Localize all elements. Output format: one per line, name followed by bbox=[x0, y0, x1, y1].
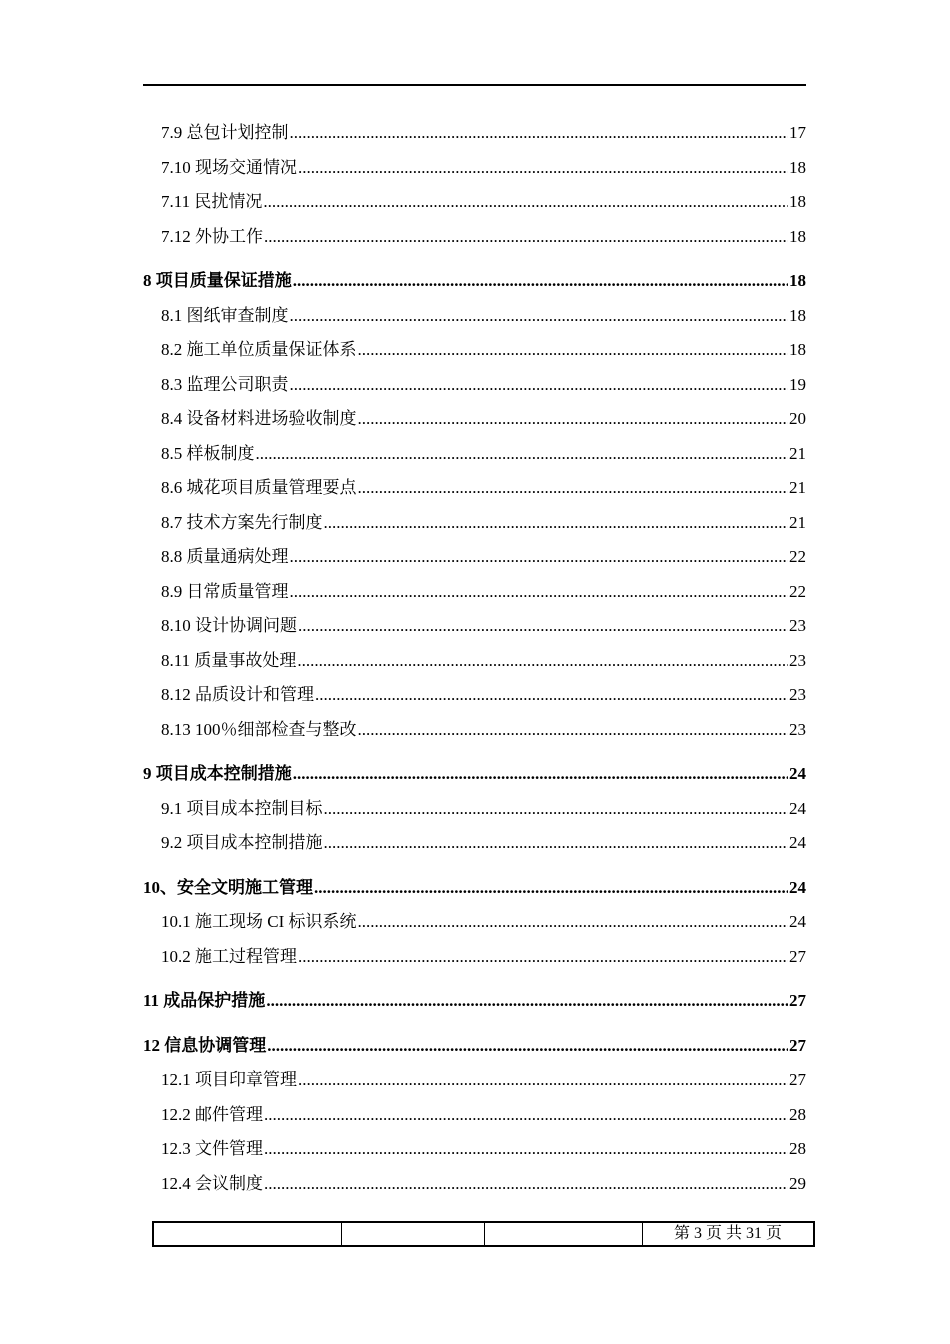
footer-table bbox=[152, 1221, 815, 1247]
toc-dot-leader bbox=[264, 1132, 788, 1167]
toc-dot-leader bbox=[298, 151, 788, 186]
toc-entry-label: 12.2 邮件管理 bbox=[161, 1104, 263, 1124]
toc-dot-leader bbox=[293, 757, 788, 792]
toc-section-entry[interactable] bbox=[143, 871, 806, 906]
toc-section-entry[interactable] bbox=[143, 984, 806, 1019]
toc-subsection-entry[interactable] bbox=[143, 402, 806, 437]
toc-entry-page: 20 bbox=[789, 409, 806, 428]
toc-dot-leader bbox=[358, 402, 789, 437]
toc-dot-leader bbox=[290, 299, 789, 334]
toc-entry-page: 17 bbox=[789, 123, 806, 142]
toc-dot-leader bbox=[297, 644, 788, 679]
toc-subsection-entry[interactable] bbox=[143, 151, 806, 186]
toc-entry-label: 11 成品保护措施 bbox=[143, 991, 266, 1010]
toc-entry-page: 24 bbox=[789, 798, 806, 818]
toc-entry-page: 29 bbox=[789, 1173, 806, 1193]
toc-dot-leader bbox=[298, 609, 788, 644]
toc-entry-page: 24 bbox=[789, 833, 806, 852]
toc-subsection-entry[interactable] bbox=[143, 575, 806, 610]
toc-entry-label: 10.1 施工现场 CI 标识系统 bbox=[161, 912, 357, 931]
toc-entry-label: 9 项目成本控制措施 bbox=[143, 764, 292, 783]
toc-entry-label: 12.4 会议制度 bbox=[161, 1173, 263, 1193]
toc-dot-leader bbox=[267, 1029, 788, 1064]
toc-subsection-entry[interactable] bbox=[143, 1167, 806, 1202]
toc-dot-leader bbox=[324, 792, 789, 827]
toc-subsection-entry[interactable] bbox=[143, 792, 806, 827]
toc-dot-leader bbox=[290, 575, 789, 610]
toc-section-entry[interactable] bbox=[143, 757, 806, 792]
toc-subsection-entry[interactable] bbox=[143, 471, 806, 506]
toc-dot-leader bbox=[358, 905, 789, 940]
toc-dot-leader bbox=[290, 368, 789, 403]
toc-entry-label: 8.10 设计协调问题 bbox=[161, 616, 297, 635]
toc-entry-label: 8.1 图纸审查制度 bbox=[161, 305, 289, 325]
toc-entry-label: 12 信息协调管理 bbox=[143, 1035, 267, 1055]
toc-subsection-entry[interactable] bbox=[143, 540, 806, 575]
toc-dot-leader bbox=[358, 713, 789, 748]
toc-entry-page: 21 bbox=[789, 512, 806, 532]
toc-dot-leader bbox=[264, 1167, 788, 1202]
toc-subsection-entry[interactable] bbox=[143, 333, 806, 368]
toc-subsection-entry[interactable] bbox=[143, 644, 806, 679]
toc-entry-page: 23 bbox=[789, 650, 806, 670]
toc-entry-page: 27 bbox=[789, 1070, 806, 1089]
toc-dot-leader bbox=[293, 264, 788, 299]
toc-subsection-entry[interactable] bbox=[143, 1098, 806, 1133]
toc-entry-page: 18 bbox=[789, 271, 806, 290]
toc-entry-label: 8.6 城花项目质量管理要点 bbox=[161, 478, 357, 497]
toc-subsection-entry[interactable] bbox=[143, 826, 806, 861]
toc-dot-leader bbox=[315, 678, 788, 713]
toc-entry-page: 21 bbox=[789, 443, 806, 463]
toc-section-entry[interactable] bbox=[143, 264, 806, 299]
toc-entry-page: 24 bbox=[789, 877, 806, 897]
toc-entry-label: 12.1 项目印章管理 bbox=[161, 1070, 297, 1089]
toc-subsection-entry[interactable] bbox=[143, 609, 806, 644]
toc-entry-page: 21 bbox=[789, 478, 806, 497]
toc-dot-leader bbox=[256, 437, 789, 472]
toc-entry-page: 28 bbox=[789, 1139, 806, 1158]
toc-entry-label: 7.11 民扰情况 bbox=[161, 192, 263, 211]
footer-cell-2 bbox=[342, 1223, 485, 1245]
header-rule bbox=[143, 84, 806, 86]
toc-entry-label: 8.7 技术方案先行制度 bbox=[161, 512, 323, 532]
toc-subsection-entry[interactable] bbox=[143, 299, 806, 334]
toc-dot-leader bbox=[358, 471, 789, 506]
toc-subsection-entry[interactable] bbox=[143, 437, 806, 472]
toc-subsection-entry[interactable] bbox=[143, 1063, 806, 1098]
toc-entry-label: 10、安全文明施工管理 bbox=[143, 877, 313, 897]
toc-entry-label: 8.13 100％细部检查与整改 bbox=[161, 719, 357, 739]
toc-entry-label: 8.12 品质设计和管理 bbox=[161, 685, 314, 704]
toc-subsection-entry[interactable] bbox=[143, 185, 806, 220]
toc-dot-leader bbox=[290, 116, 789, 151]
toc-entry-page: 19 bbox=[789, 374, 806, 394]
toc-subsection-entry[interactable] bbox=[143, 506, 806, 541]
toc-subsection-entry[interactable] bbox=[143, 116, 806, 151]
toc-entry-label: 7.9 总包计划控制 bbox=[161, 123, 289, 142]
toc-entry-label: 10.2 施工过程管理 bbox=[161, 946, 297, 966]
toc-entry-page: 28 bbox=[789, 1104, 806, 1124]
toc-dot-leader bbox=[263, 185, 788, 220]
toc-entry-page: 23 bbox=[789, 685, 806, 704]
toc-entry-label: 7.12 外协工作 bbox=[161, 226, 263, 246]
toc-dot-leader bbox=[264, 1098, 788, 1133]
toc-entry-label: 8.11 质量事故处理 bbox=[161, 650, 297, 670]
toc-subsection-entry[interactable] bbox=[143, 1132, 806, 1167]
toc-entry-page: 27 bbox=[789, 991, 806, 1010]
footer-cell-1 bbox=[154, 1223, 342, 1245]
toc-entry-page: 22 bbox=[789, 547, 806, 566]
toc-subsection-entry[interactable] bbox=[143, 905, 806, 940]
toc-subsection-entry[interactable] bbox=[143, 368, 806, 403]
toc-entry-label: 8.9 日常质量管理 bbox=[161, 581, 289, 601]
toc-entry-label: 8.3 监理公司职责 bbox=[161, 374, 289, 394]
toc-entry-label: 8 项目质量保证措施 bbox=[143, 271, 292, 290]
toc-subsection-entry[interactable] bbox=[143, 713, 806, 748]
toc-entry-label: 7.10 现场交通情况 bbox=[161, 157, 297, 177]
toc-entry-page: 27 bbox=[789, 1035, 806, 1055]
footer-cell-3 bbox=[485, 1223, 643, 1245]
toc-entry-page: 18 bbox=[789, 157, 806, 177]
toc-entry-page: 22 bbox=[789, 581, 806, 601]
toc-entry-label: 9.2 项目成本控制措施 bbox=[161, 833, 323, 852]
toc-dot-leader bbox=[290, 540, 789, 575]
toc-entry-page: 23 bbox=[789, 719, 806, 739]
toc-dot-leader bbox=[266, 984, 788, 1019]
toc-dot-leader bbox=[298, 940, 788, 975]
toc-subsection-entry[interactable] bbox=[143, 678, 806, 713]
toc-entry-page: 24 bbox=[789, 912, 806, 931]
toc-entry-label: 8.2 施工单位质量保证体系 bbox=[161, 340, 357, 359]
toc-dot-leader bbox=[324, 506, 789, 541]
toc-subsection-entry[interactable] bbox=[143, 940, 806, 975]
toc-entry-page: 27 bbox=[789, 946, 806, 966]
toc-dot-leader bbox=[324, 826, 789, 861]
toc-dot-leader bbox=[264, 220, 788, 255]
toc-entry-label: 8.8 质量通病处理 bbox=[161, 547, 289, 566]
toc-entry-label: 12.3 文件管理 bbox=[161, 1139, 263, 1158]
table-of-contents bbox=[143, 116, 806, 1201]
toc-entry-label: 8.5 样板制度 bbox=[161, 443, 255, 463]
toc-entry-page: 18 bbox=[789, 192, 806, 211]
toc-entry-label: 9.1 项目成本控制目标 bbox=[161, 798, 323, 818]
toc-subsection-entry[interactable] bbox=[143, 220, 806, 255]
toc-dot-leader bbox=[358, 333, 789, 368]
toc-section-entry[interactable] bbox=[143, 1029, 806, 1064]
page-number: 第 3 页 共 31 页 bbox=[673, 1225, 782, 1242]
toc-entry-page: 18 bbox=[789, 226, 806, 246]
toc-dot-leader bbox=[298, 1063, 788, 1098]
toc-entry-page: 23 bbox=[789, 616, 806, 635]
toc-entry-page: 18 bbox=[789, 340, 806, 359]
toc-dot-leader bbox=[314, 871, 788, 906]
toc-entry-page: 24 bbox=[789, 764, 806, 783]
toc-entry-label: 8.4 设备材料进场验收制度 bbox=[161, 409, 357, 428]
toc-entry-page: 18 bbox=[789, 305, 806, 325]
